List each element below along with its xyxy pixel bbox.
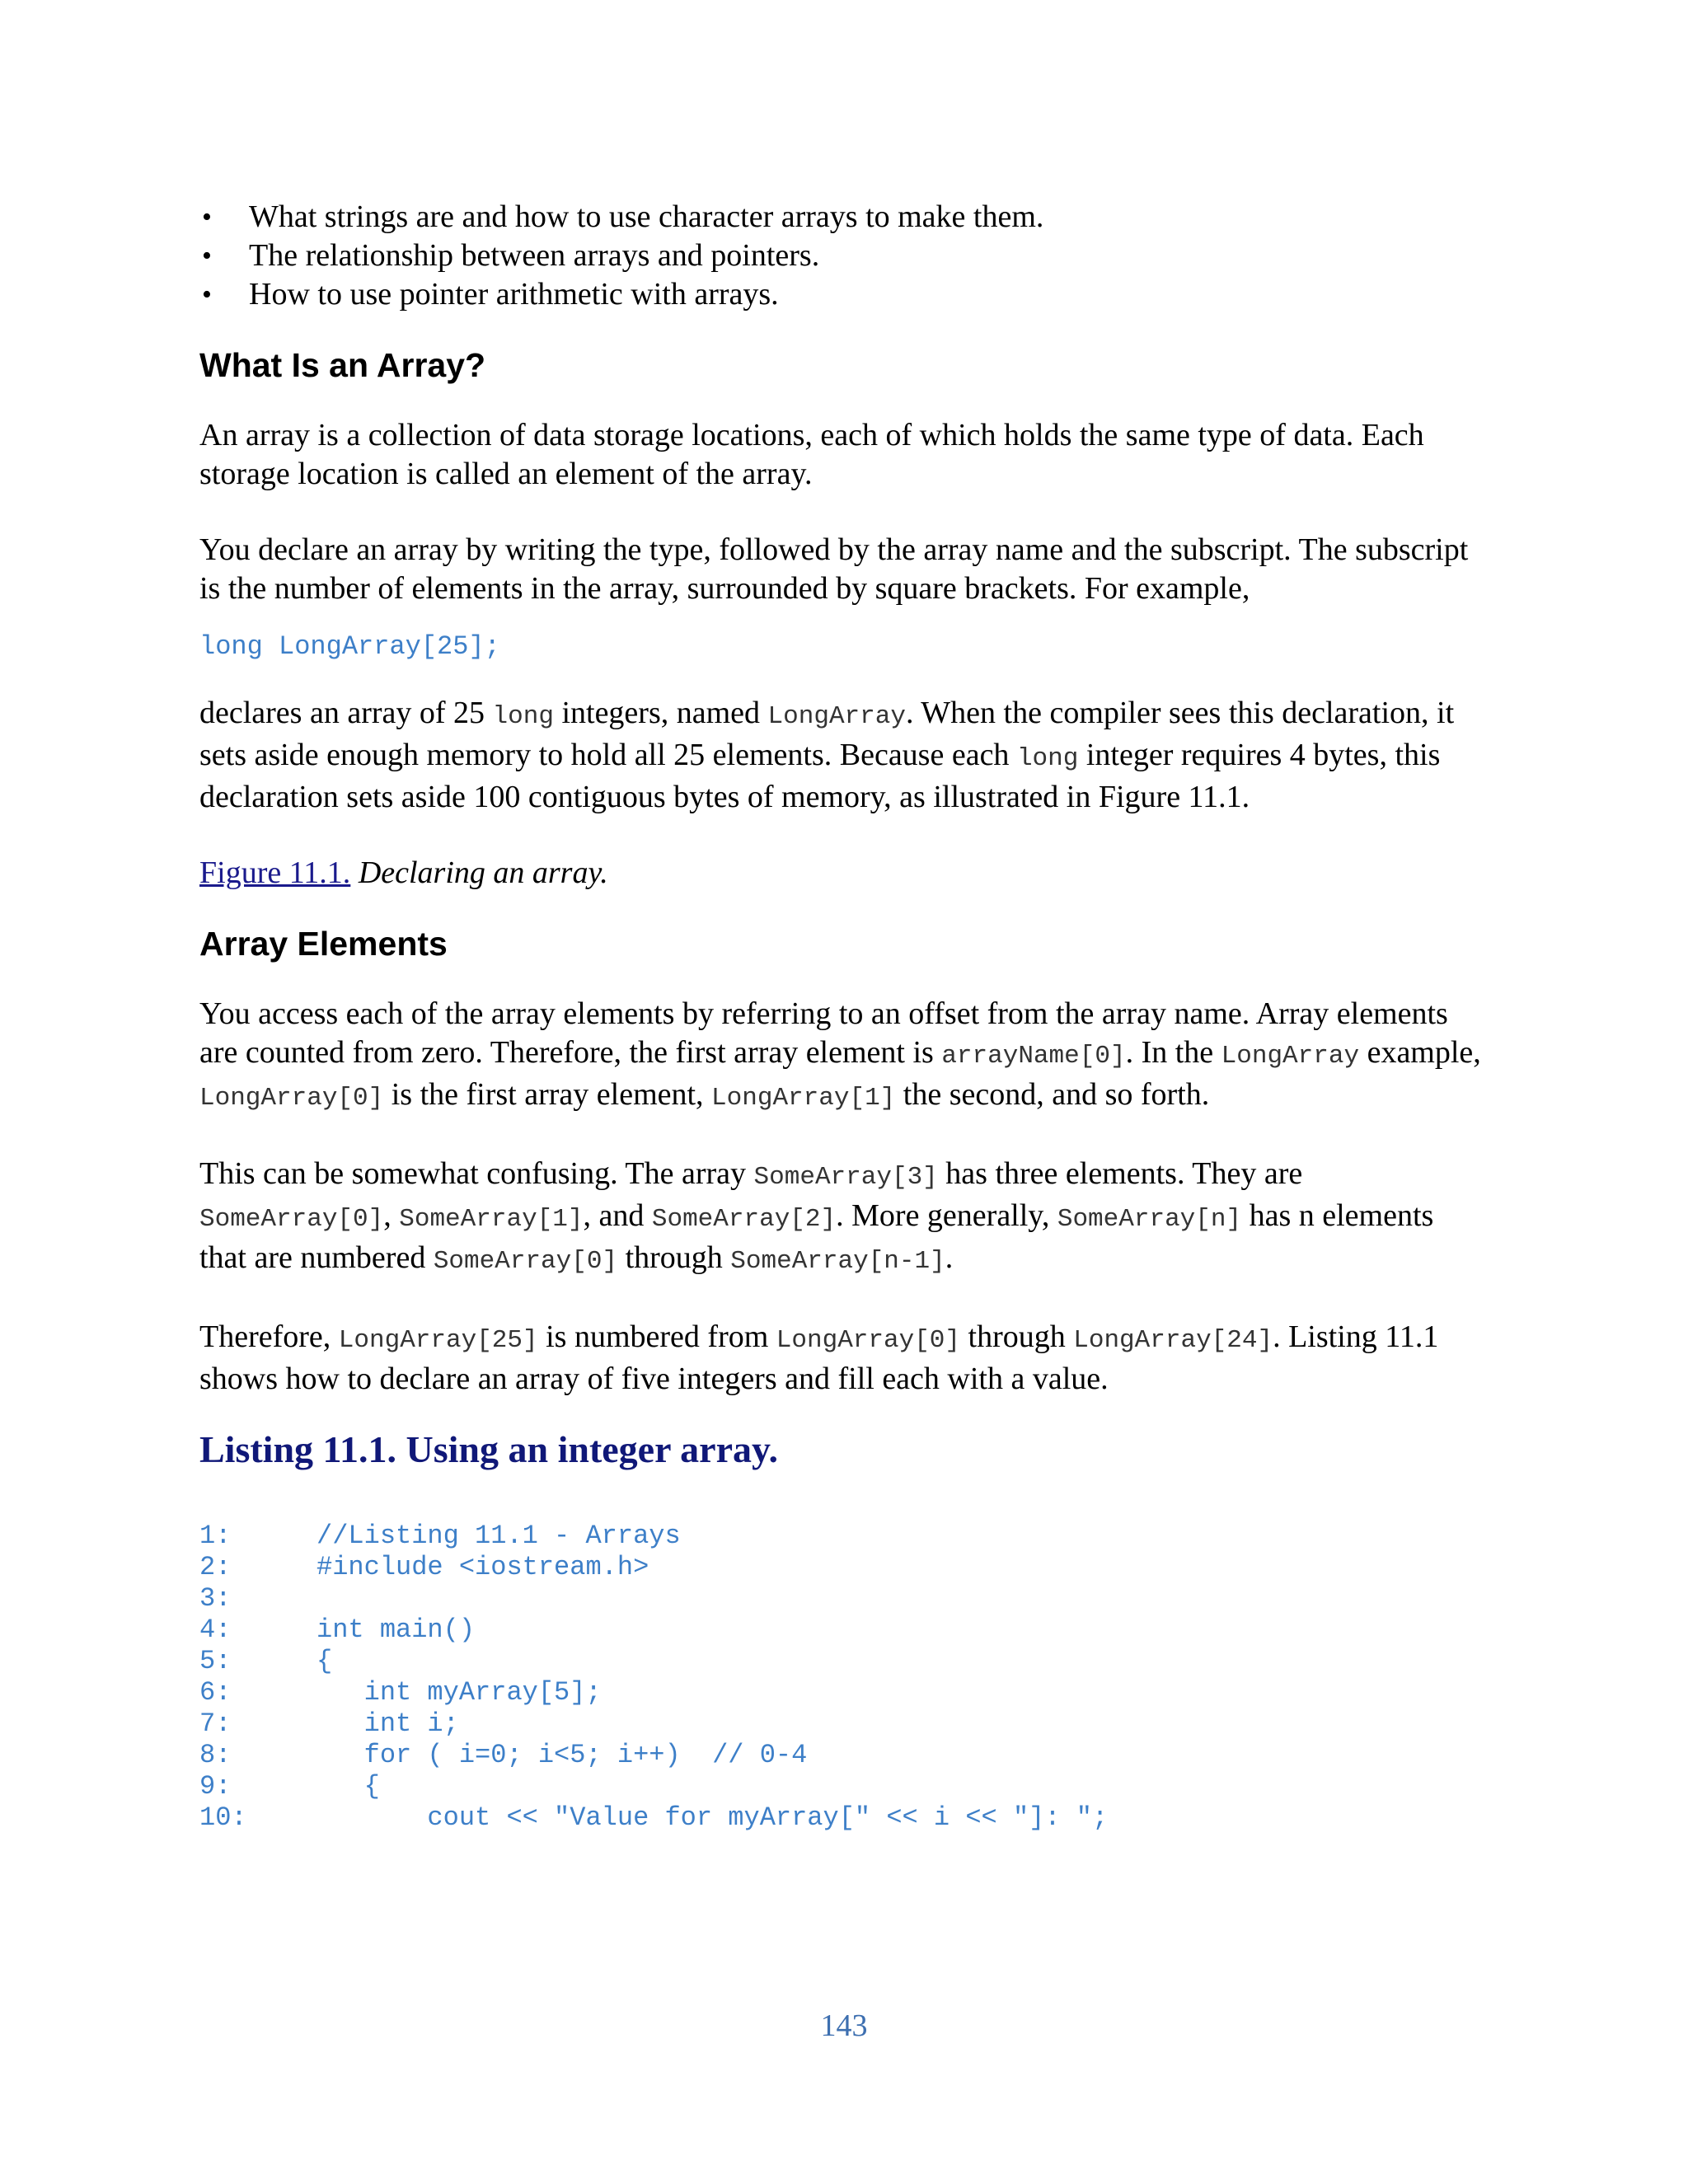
line-code: {	[316, 1771, 380, 1802]
text-run: through	[617, 1240, 731, 1275]
text-run: the second, and so forth.	[895, 1077, 1210, 1112]
line-code: int main()	[316, 1615, 476, 1645]
inline-code: SomeArray[0]	[433, 1247, 618, 1276]
paragraph-therefore	[199, 1318, 1485, 1399]
inline-code: long	[1016, 744, 1079, 773]
text-run: is the first array element,	[383, 1077, 712, 1112]
inline-code: LongArray	[1221, 1042, 1360, 1071]
inline-code: LongArray[0]	[776, 1326, 961, 1355]
inline-code: LongArray[1]	[711, 1084, 896, 1113]
text-run: . More generally,	[836, 1198, 1057, 1233]
code-listing	[199, 1521, 1485, 1834]
inline-code: SomeArray[2]	[651, 1205, 837, 1234]
code-line	[199, 1740, 1485, 1771]
text-run: example,	[1359, 1035, 1481, 1070]
line-code: for ( i=0; i<5; i++) // 0-4	[316, 1740, 808, 1770]
topic-bullet-list	[199, 198, 1485, 314]
inline-code: LongArray[0]	[199, 1084, 384, 1113]
code-line	[199, 1583, 1485, 1615]
line-number: 8:	[199, 1740, 232, 1770]
text-run: You access each of the array elements by referring to an offset from the array name. Array elements are counted from zero. Therefore, the first array element is	[199, 996, 1448, 1070]
line-number: 3:	[199, 1583, 232, 1614]
figure-11-1-link[interactable]: Figure 11.1.	[199, 855, 351, 890]
text-run: . Listing 11.1 shows how to declare an array of five integers and fill each with a value.	[199, 1319, 1439, 1396]
code-line	[199, 1521, 1485, 1552]
page-number: 143	[820, 2008, 868, 2043]
paragraph-confusing	[199, 1155, 1485, 1281]
line-number: 4:	[199, 1615, 232, 1645]
line-code: int myArray[5];	[316, 1677, 602, 1708]
inline-code: SomeArray[n-1]	[730, 1247, 945, 1276]
bullet-icon: •	[202, 241, 212, 271]
inline-code: SomeArray[3]	[753, 1163, 938, 1192]
section-heading-array-elements: Array Elements	[199, 925, 448, 963]
paragraph-declares-array	[199, 694, 1485, 817]
code-line	[199, 1677, 1485, 1708]
code-line	[199, 1646, 1485, 1677]
text-run: through	[960, 1319, 1074, 1354]
text-run: . In the	[1125, 1035, 1221, 1070]
paragraph-array-definition: An array is a collection of data storage locations, each of which holds the same type of data. Each storage location is called an element of the array.	[199, 418, 1424, 491]
text-run: ,	[383, 1198, 400, 1233]
figure-caption-line	[199, 854, 1485, 893]
bullet-icon: •	[202, 202, 212, 232]
text-run: Therefore,	[199, 1319, 339, 1354]
line-number: 1:	[199, 1521, 232, 1551]
inline-code: SomeArray[0]	[199, 1205, 384, 1234]
inline-code: LongArray	[767, 702, 906, 731]
text-run: , and	[583, 1198, 652, 1233]
bullet-item	[202, 237, 1485, 275]
text-run: . When the compiler sees this declaration, it sets aside enough memory to hold all 25 elements. Because each	[199, 696, 1455, 772]
text-run: integer requires 4 bytes, this declaration sets aside 100 contiguous bytes of memory, as illustrated in Figure 11.1.	[199, 738, 1441, 814]
line-number: 5:	[199, 1646, 232, 1676]
page-content	[199, 198, 1485, 1834]
paragraph-array-declaration: You declare an array by writing the type, followed by the array name and the subscript. The subscript is the number of elements in the array, surrounded by square brackets. For example,	[199, 532, 1469, 606]
line-number: 9:	[199, 1771, 232, 1802]
text-run: .	[945, 1240, 954, 1275]
listing-title: Listing 11.1. Using an integer array.	[199, 1428, 778, 1470]
line-code: {	[316, 1646, 333, 1676]
bullet-text: The relationship between arrays and pointers.	[249, 238, 820, 273]
line-number: 7:	[199, 1708, 232, 1739]
inline-code: long	[492, 702, 554, 731]
line-code: #include <iostream.h>	[316, 1552, 649, 1582]
figure-caption-text: Declaring an array.	[350, 855, 608, 890]
text-run: integers, named	[553, 696, 768, 730]
inline-code: arrayName[0]	[941, 1042, 1126, 1071]
paragraph-access-elements	[199, 995, 1485, 1118]
code-example-declaration: long LongArray[25];	[199, 631, 500, 662]
inline-code: SomeArray[n]	[1057, 1205, 1242, 1234]
text-run: has n elements that are numbered	[199, 1198, 1434, 1275]
bullet-item	[202, 275, 1485, 314]
section-heading-what-is-array: What Is an Array?	[199, 346, 486, 384]
bullet-text: How to use pointer arithmetic with arrays.	[249, 277, 779, 312]
bullet-text: What strings are and how to use character arrays to make them.	[249, 199, 1044, 234]
line-number: 10:	[199, 1802, 247, 1833]
inline-code: LongArray[24]	[1073, 1326, 1273, 1355]
code-line	[199, 1708, 1485, 1740]
inline-code: SomeArray[1]	[399, 1205, 584, 1234]
text-run: has three elements. They are	[937, 1156, 1303, 1191]
text-run: is numbered from	[537, 1319, 776, 1354]
text-run: declares an array of 25	[199, 696, 493, 730]
inline-code: LongArray[25]	[338, 1326, 538, 1355]
line-code: cout << "Value for myArray[" << i << "]: ";	[316, 1802, 1109, 1833]
bullet-item	[202, 198, 1485, 237]
line-number: 2:	[199, 1552, 232, 1582]
code-line	[199, 1771, 1485, 1802]
code-line	[199, 1615, 1485, 1646]
text-run: This can be somewhat confusing. The array	[199, 1156, 754, 1191]
bullet-icon: •	[202, 279, 212, 310]
line-code: //Listing 11.1 - Arrays	[316, 1521, 681, 1551]
code-line	[199, 1802, 1485, 1834]
line-number: 6:	[199, 1677, 232, 1708]
line-code: int i;	[316, 1708, 459, 1739]
code-line	[199, 1552, 1485, 1583]
